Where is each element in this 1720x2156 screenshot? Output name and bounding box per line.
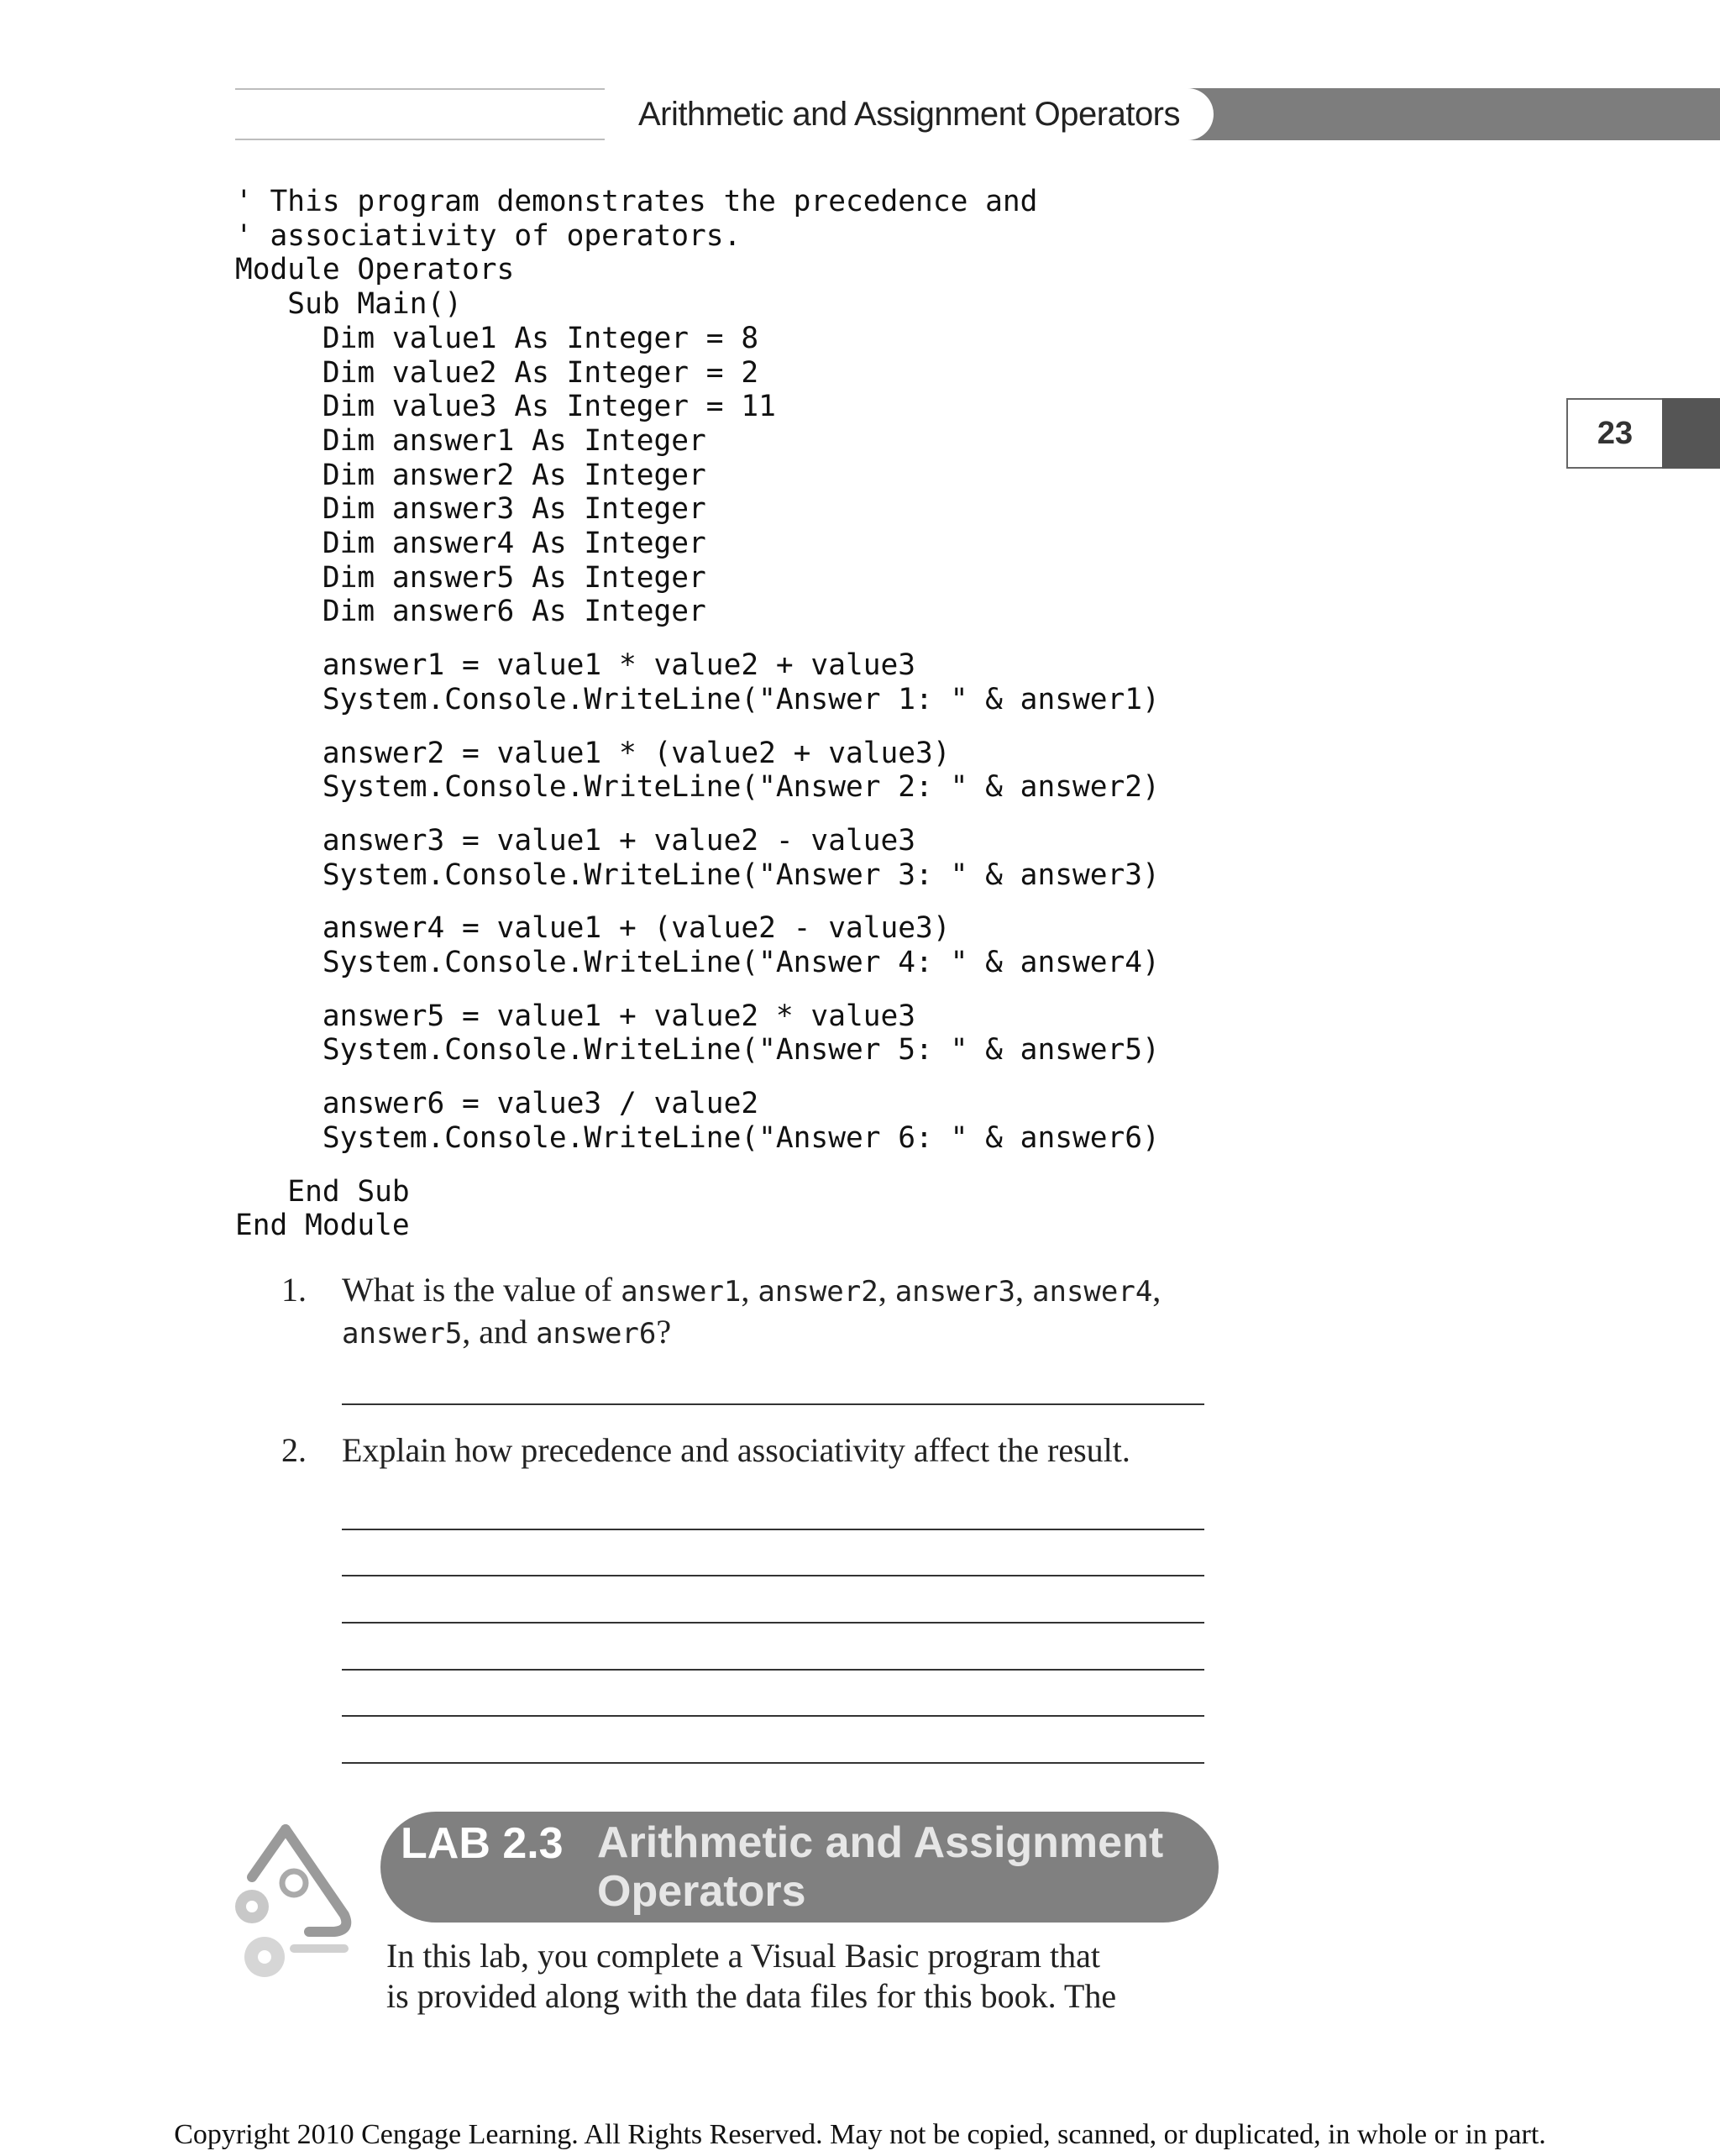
code-line: Dim value1 As Integer = 8 [235, 321, 759, 355]
separator: , [878, 1271, 895, 1309]
lab-number: LAB 2.3 [401, 1819, 564, 1868]
lab-title-line-1: Arithmetic and Assignment [597, 1818, 1164, 1867]
code-line: answer4 = value1 + (value2 - value3) [235, 911, 951, 946]
answer-line-q2-4[interactable] [342, 1669, 1204, 1671]
code-line: Dim answer5 As Integer [235, 560, 706, 595]
code-line: System.Console.WriteLine("Answer 5: " & answer5) [235, 1033, 1160, 1068]
code-line: Sub Main() [235, 287, 463, 322]
answer-line-q2-1[interactable] [342, 1529, 1204, 1530]
code-line: ' This program demonstrates the precedence and [235, 185, 1038, 218]
lab-intro-line-1: In this lab, you complete a Visual Basic program that [386, 1937, 1100, 1975]
running-header [605, 88, 1214, 140]
answer-line-q2-6[interactable] [342, 1762, 1204, 1764]
code-listing [235, 185, 1160, 1243]
lab-intro [386, 1936, 1193, 2017]
code-line: System.Console.WriteLine("Answer 4: " & answer4) [235, 946, 1160, 980]
var-answer2: answer2 [758, 1275, 878, 1309]
question-2-number: 2. [281, 1431, 307, 1469]
var-answer4: answer4 [1032, 1275, 1153, 1309]
code-line: answer2 = value1 * (value2 + value3) [235, 736, 951, 770]
separator: , and [462, 1313, 537, 1351]
code-line: answer1 = value1 * value2 + value3 [235, 648, 916, 683]
lab-title-line-2: Operators [597, 1867, 806, 1916]
lab-gears-icon [227, 1823, 361, 1991]
question-1-suffix: ? [656, 1313, 672, 1351]
header-bar [1172, 88, 1720, 140]
code-line: Module Operators [235, 253, 515, 287]
code-line: Dim value3 As Integer = 11 [235, 390, 776, 424]
answer-line-q2-5[interactable] [342, 1715, 1204, 1717]
answer-line-q1[interactable] [342, 1403, 1204, 1405]
code-line: System.Console.WriteLine("Answer 2: " & answer2) [235, 770, 1160, 805]
code-line: Dim answer6 As Integer [235, 595, 706, 629]
code-line: answer5 = value1 + value2 * value3 [235, 999, 916, 1033]
separator: , [1015, 1271, 1032, 1309]
code-line: End Module [235, 1209, 410, 1243]
separator: , [741, 1271, 758, 1309]
var-answer1: answer1 [621, 1275, 742, 1309]
page-number: 23 [1566, 398, 1662, 469]
code-line: answer6 = value3 / value2 [235, 1087, 759, 1121]
code-line: Dim answer3 As Integer [235, 492, 706, 527]
answer-line-q2-2[interactable] [342, 1575, 1204, 1576]
var-answer3: answer3 [894, 1275, 1015, 1309]
question-1-text [342, 1270, 1182, 1354]
code-line: System.Console.WriteLine("Answer 6: " & answer6) [235, 1120, 1160, 1155]
lab-title [597, 1818, 1185, 1916]
code-line: ' associativity of operators. [235, 218, 742, 253]
question-1-prefix: What is the value of [342, 1271, 621, 1309]
code-line: System.Console.WriteLine("Answer 1: " & answer1) [235, 682, 1160, 716]
question-1-number: 1. [281, 1271, 307, 1309]
code-line: answer3 = value1 + value2 - value3 [235, 823, 916, 858]
running-header-title: Arithmetic and Assignment Operators [637, 95, 1181, 133]
copyright-notice: Copyright 2010 Cengage Learning. All Rights Reserved. May not be copied, scanned, or duplicated, in whole or in part. [174, 2119, 1546, 2150]
code-line: Dim answer4 As Integer [235, 527, 706, 561]
page-tab-bar [1662, 398, 1720, 469]
code-line: Dim value2 As Integer = 2 [235, 355, 759, 390]
var-answer5: answer5 [342, 1317, 463, 1351]
var-answer6: answer6 [536, 1317, 657, 1351]
separator: , [1152, 1271, 1162, 1309]
answer-line-q2-3[interactable] [342, 1622, 1204, 1624]
code-line: System.Console.WriteLine("Answer 3: " & answer3) [235, 858, 1160, 892]
code-line: End Sub [235, 1174, 410, 1209]
lab-heading [380, 1812, 1219, 1923]
question-2-text: Explain how precedence and associativity affect the result. [342, 1431, 1130, 1469]
code-line: Dim answer1 As Integer [235, 423, 706, 458]
lab-intro-line-2: is provided along with the data files for this book. The [386, 1977, 1117, 2015]
code-line: Dim answer2 As Integer [235, 458, 706, 492]
